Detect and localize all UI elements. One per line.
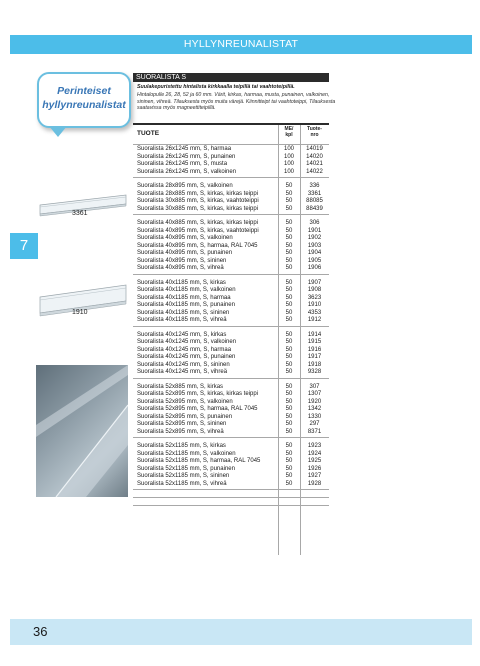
profile-label-3361: 3361 [72,210,88,217]
table-rule [133,274,329,275]
row-quantity: 50 [285,354,293,360]
row-product-number: 1901 [307,227,322,234]
table-row [133,146,329,154]
table-row [133,362,329,370]
row-quantity: 50 [285,383,293,390]
table-rule [133,489,329,490]
column-header-qty [278,127,300,138]
row-product-number: 1902 [307,235,322,241]
section-subtitle: Suulakepuristettu hintalista kirkkaalla teipillä tai vaahtoteipillä. [137,84,295,90]
product-photo [36,365,128,497]
table-row [133,369,329,377]
row-quantity: 50 [285,309,293,316]
row-quantity: 50 [285,302,293,308]
column-header-product: TUOTE [137,130,160,137]
row-product-number: 1928 [307,480,322,487]
row-product-number: 306 [309,220,320,226]
row-product-number: 1915 [307,339,322,345]
table-rule [133,437,329,438]
table-row [133,443,329,451]
table-rule [133,378,329,379]
row-product-number: 1914 [307,331,322,338]
row-description: Suoralista 40x1185 mm, S, vihreä [137,317,227,323]
row-description: Suoralista 40x1245 mm, S, punainen [137,354,236,360]
row-product-number: 1903 [307,242,322,249]
row-product-number: 1920 [307,398,322,405]
row-product-number: 1342 [307,406,322,412]
row-quantity: 50 [285,406,293,412]
table-row [133,183,329,191]
table-row [133,339,329,347]
row-product-number: 1907 [307,279,322,286]
table-rule [133,497,329,498]
row-quantity: 50 [285,391,293,397]
table-row [133,280,329,288]
row-quantity: 50 [285,317,293,323]
row-description: Suoralista 40x1185 mm, S, valkoinen [137,287,236,293]
table-row [133,287,329,295]
table-row [133,169,329,177]
callout-tail [49,126,67,137]
row-description: Suoralista 30x885 mm, S, kirkas, kirkas teippi [137,205,259,212]
row-quantity: 50 [285,198,293,204]
table-row [133,451,329,459]
callout-text [39,84,129,112]
row-product-number: 1918 [307,361,322,368]
column-header-code [300,127,329,138]
table-row [133,235,329,243]
row-description: Suoralista 40x1185 mm, S, punainen [137,302,235,308]
table-row [133,250,329,258]
row-product-number: 1912 [307,317,322,323]
table-row [133,384,329,392]
row-product-number: 1908 [307,287,322,293]
row-product-number: 1917 [307,354,322,360]
section-title: SUORALISTA S [136,74,187,81]
row-description: Suoralista 40x1245 mm, S, sininen [137,361,230,368]
row-product-number: 1916 [307,346,322,353]
table-row [133,154,329,162]
table-row [133,347,329,355]
header-bar [10,35,472,54]
row-product-number: 1925 [307,458,322,464]
row-quantity: 100 [283,161,294,167]
row-quantity: 50 [285,339,293,345]
row-quantity: 50 [285,190,293,197]
row-product-number: 14020 [306,153,323,160]
row-product-number: 1904 [307,250,322,256]
table-row [133,481,329,489]
row-description: Suoralista 52x895 mm, S, sininen [137,421,227,427]
table-row [133,198,329,206]
row-description: Suoralista 40x895 mm, S, kirkas, vaahtoteippi [137,227,259,234]
row-description: Suoralista 26x1245 mm, S, harmaa [137,146,232,152]
row-product-number: 297 [309,421,320,427]
row-product-number: 1307 [307,391,322,397]
row-quantity: 50 [285,294,293,301]
row-product-number: 1924 [307,450,322,457]
row-quantity: 50 [285,398,293,405]
row-description: Suoralista 26x1245 mm, S, valkoinen [137,168,237,175]
row-product-number: 4353 [307,309,322,316]
row-product-number: 1923 [307,443,322,449]
table-row [133,228,329,236]
row-quantity: 50 [285,183,293,189]
row-description: Suoralista 40x895 mm, S, sininen [137,257,227,264]
row-description: Suoralista 26x1245 mm, S, musta [137,161,228,167]
row-product-number: 3623 [307,294,322,301]
row-product-number: 1927 [307,473,322,479]
row-description: Suoralista 40x1245 mm, S, vihreä [137,369,228,375]
table-rule [133,214,329,215]
row-description: Suoralista 40x1245 mm, S, valkoinen [137,339,237,345]
row-description: Suoralista 40x1245 mm, S, harmaa [137,346,232,353]
row-quantity: 50 [285,287,293,293]
table-row [133,414,329,422]
row-description: Suoralista 52x1185 mm, S, sininen [137,473,230,479]
section-description: Hintalopulle 26, 28, 52 ja 60 mm. Värit, kirkas, harmaa, musta, punainen, valkoinen, sininen, vihreä. Tilauksesta myös muita värejä. Kiinnitteipt tai vaahtoteippi, Tilauksesta saatavissa myös magneettiteipillä. [137,92,336,111]
row-description: Suoralista 30x885 mm, S, kirkas, vaahtoteippi [137,198,259,204]
row-description: Suoralista 52x895 mm, S, valkoinen [137,398,233,405]
row-product-number: 1910 [307,302,322,308]
table-row [133,243,329,251]
column-header-code-line-1: Tuote- [307,126,322,132]
table-row [133,421,329,429]
row-description: Suoralista 40x885 mm, S, kirkas, kirkas teippi [137,220,259,226]
row-quantity: 50 [285,227,293,234]
row-quantity: 50 [285,465,293,472]
row-description: Suoralista 40x1185 mm, S, kirkas [137,279,226,286]
row-description: Suoralista 52x1185 mm, S, vihreä [137,480,227,487]
row-product-number: 3361 [307,190,322,197]
table-row [133,258,329,266]
table-row [133,302,329,310]
table-row [133,265,329,273]
table-row [133,406,329,414]
row-quantity: 50 [285,220,293,226]
row-product-number: 14022 [306,168,323,175]
row-product-number: 88439 [306,205,323,212]
row-product-number: 1906 [307,265,322,271]
row-description: Suoralista 52x1185 mm, S, kirkas [137,443,226,449]
section-header [133,73,329,82]
chapter-number: 7 [19,237,29,254]
row-quantity: 100 [283,146,294,152]
row-quantity: 50 [285,205,293,212]
row-quantity: 50 [285,257,293,264]
photo-graphic [36,365,128,497]
row-product-number: 14019 [306,146,323,152]
row-description: Suoralista 52x895 mm, S, kirkas, kirkas teippi [137,391,259,397]
row-description: Suoralista 28x895 mm, S, valkoinen [137,183,233,189]
callout-bubble [37,72,131,128]
table-rule [133,177,329,178]
profile-label-1910: 1910 [72,309,88,316]
chapter-tab [10,233,38,259]
row-quantity: 50 [285,279,293,286]
row-product-number: 1926 [307,465,322,472]
table-row [133,429,329,437]
row-description: Suoralista 40x895 mm, S, punainen [137,250,233,256]
row-quantity: 50 [285,369,293,375]
row-quantity: 50 [285,480,293,487]
row-description: Suoralista 40x1185 mm, S, sininen [137,309,230,316]
row-quantity: 50 [285,331,293,338]
row-description: Suoralista 40x895 mm, S, harmaa, RAL 7045 [137,242,258,249]
row-quantity: 50 [285,450,293,457]
row-product-number: 8371 [307,428,322,435]
row-description: Suoralista 52x885 mm, S, kirkas [137,383,224,390]
callout-line-1: Perinteiset [57,85,111,97]
row-quantity: 100 [283,168,294,175]
row-product-number: 9328 [307,369,322,375]
page-number: 36 [33,624,48,639]
table-row [133,206,329,214]
table-row [133,317,329,325]
callout-line-2: hyllynreunalistat [42,99,126,111]
table-row [133,161,329,169]
row-product-number: 336 [309,183,320,189]
table-row [133,310,329,318]
row-product-number: 1330 [307,413,322,420]
row-quantity: 100 [283,153,294,160]
table-row [133,466,329,474]
row-description: Suoralista 40x895 mm, S, vihreä [137,265,224,271]
row-description: Suoralista 52x1185 mm, S, punainen [137,465,235,472]
row-quantity: 50 [285,413,293,420]
column-header-code-line-2: nro [310,131,319,138]
table-row [133,354,329,362]
row-quantity: 50 [285,250,293,256]
row-description: Suoralista 40x1245 mm, S, kirkas [137,331,227,338]
table-row [133,220,329,228]
row-quantity: 50 [285,421,293,427]
row-product-number: 307 [309,383,320,390]
table-row [133,295,329,303]
row-quantity: 50 [285,346,293,353]
table-rule [133,326,329,327]
row-quantity: 50 [285,428,293,435]
row-product-number: 14021 [306,161,323,167]
row-quantity: 50 [285,235,293,241]
row-description: Suoralista 26x1245 mm, S, punainen [137,153,236,160]
row-quantity: 50 [285,473,293,479]
row-description: Suoralista 40x1185 mm, S, harmaa [137,294,231,301]
table-row [133,191,329,199]
row-description: Suoralista 52x895 mm, S, punainen [137,413,233,420]
row-description: Suoralista 52x895 mm, S, harmaa, RAL 7045 [137,406,258,412]
table-row [133,332,329,340]
table-row [133,399,329,407]
table-row [133,473,329,481]
footer-bar [10,619,472,645]
row-description: Suoralista 28x885 mm, S, kirkas, kirkas teippi [137,190,259,197]
table-rule [133,505,329,506]
row-description: Suoralista 52x1185 mm, S, harmaa, RAL 7045 [137,458,261,464]
column-header-qty-line-2: kpl [285,131,293,138]
row-quantity: 50 [285,458,293,464]
row-description: Suoralista 52x895 mm, S, vihreä [137,428,224,435]
column-header-qty-line-1: ME/ [284,126,294,132]
row-quantity: 50 [285,361,293,368]
row-product-number: 88085 [306,198,323,204]
table-row [133,391,329,399]
row-quantity: 50 [285,443,293,449]
page-title: HYLLYNREUNALISTAT [183,38,299,50]
row-product-number: 1905 [307,257,322,264]
row-quantity: 50 [285,242,293,249]
row-description: Suoralista 40x895 mm, S, valkoinen [137,235,233,241]
row-quantity: 50 [285,265,293,271]
table-rule [133,144,329,145]
table-row [133,458,329,466]
row-description: Suoralista 52x1185 mm, S, valkoinen [137,450,236,457]
